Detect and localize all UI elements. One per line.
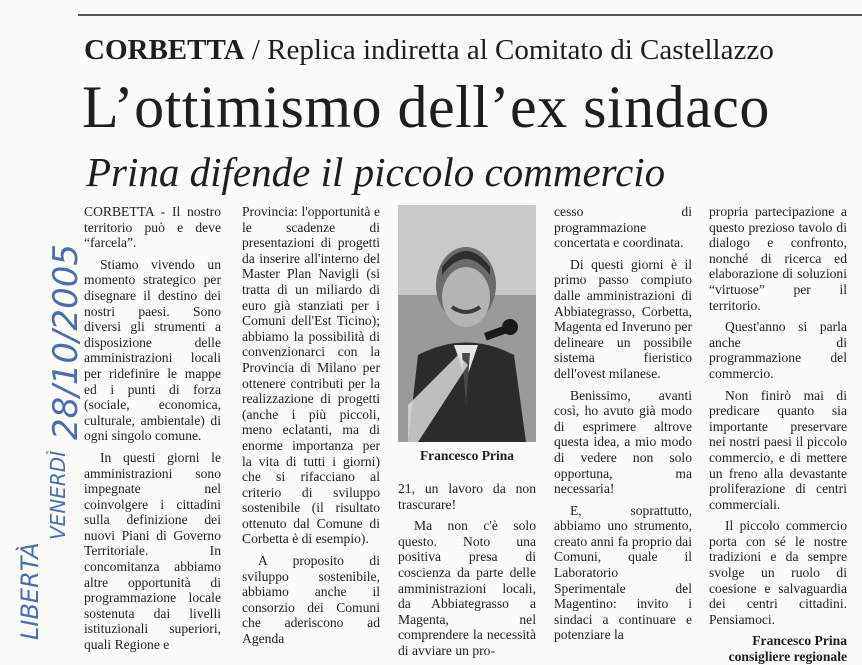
paragraph: 21, un lavoro da non trascurare! [398,481,536,512]
article-column-2 [242,204,380,653]
portrait-illustration [398,205,536,442]
paragraph: Stiamo vivendo un momento strategico per disegnare il destino dei nostri paesi. Sono diversi gli strumenti a disposizione delle amministrazioni locali per ridefinire le mappe ed i punti di forza (sociale, economica, culturale, ambientale) di ogni singolo comune. [84,256,221,444]
paragraph: CORBETTA - Il nostro territorio può e deve “farcela”. [84,204,221,251]
paragraph: Benissimo, avanti così, ho avuto già modo di esprimere altrove questa idea, a mio modo di vedere non solo opportuna, ma necessaria! [554,387,692,497]
signature [709,633,847,664]
signature-name: Francesco Prina [752,633,847,649]
paragraph: Il piccolo commercio porta con sé le nostre tradizioni e da sempre svolge un ruolo di coesione e salvaguardia dei centri cittadini. Pensiamoci. [709,518,847,627]
paragraph: Non finirò mai di predicare quanto sia importante preservare nei nostri paesi il piccolo commercio, e di mettere un freno alla devastante proliferazione di centri commerciali. [709,387,847,512]
paragraph: In questi giorni le amministrazioni sono impegnate nel coinvolgere i cittadini sulla definizione dei nuovi Piani di Governo Territoriale. In concomitanza abbiamo altre opportunità di programmazione locale sostenuta dai livelli istituzionali superiori, quali Regione e [84,449,221,653]
paragraph: Di questi giorni è il primo passo compiuto dalle amministrazioni di Abbiategrasso, Corbetta, Magenta ed Inveruno per delineare un possibile sistema fieristico dell'ovest milanese. [554,256,692,381]
photo-caption: Francesco Prina [419,448,515,463]
kicker-place: CORBETTA [84,34,245,66]
paragraph: Quest'anno si parla anche di programmazione del commercio. [709,319,847,381]
article-column-4 [554,204,692,649]
paragraph: E, soprattutto, abbiamo uno strumento, creato anni fa proprio dai Comuni, quale il Laboratorio Sperimentale del Magentino: invito i sindaci a continuare e potenziare la [554,502,692,643]
handwritten-source: LIBERTÀ [16,542,44,640]
paragraph: Provincia: l'opportunità e le scadenze di presentazioni di progetti da inserire all'interno del Master Plan Navigli (si tratta di un miliardo di euro già stanziati per i Comuni dell'Est Ticino); abbiamo la possibilità di convenzionarci con la Provincia di Milano per ottenere contributi per la realizzazione di progetti (anche i più piccoli, meno eclatanti, ma di enorme importanza per la vita di tutti i giorni) che si rifacciano al criterio di sviluppo sostenibile (il risultato ottenuto dal Comune di Corbetta è di esempio). [242,204,380,547]
paragraph: A proposito di sviluppo sostenibile, abbiamo anche il consorzio dei Comuni che aderiscono ad Agenda [242,553,380,647]
handwritten-weekday: VENERDÌ [46,450,70,540]
article-column-3 [398,481,536,665]
paragraph: Ma non c'è solo questo. Noto una positiva presa di coscienza da parte delle amministrazioni locali, da Abbiategrasso a Magenta, nel comprendere la necessità di avviare un pro- [398,518,536,658]
article-column-5 [709,204,847,665]
kicker [84,34,774,66]
handwritten-date: 28/10/2005 [46,244,86,440]
kicker-text: / Replica indiretta al Comitato di Castellazzo [244,34,774,66]
article-column-1 [84,204,221,659]
signature-role: consigliere regionale [728,649,847,665]
headline: L’ottimismo dell’ex sindaco [82,74,770,140]
author-photo [398,205,536,442]
paragraph: cesso di programmazione concertata e coordinata. [554,204,692,251]
subheadline: Prina difende il piccolo commercio [86,149,666,195]
paragraph: propria partecipazione a questo prezioso tavolo di dialogo e confronto, nonché di ricerca ed elaborazione di soluzioni “virtuose” per il territorio. [709,204,847,313]
top-rule [78,14,862,16]
